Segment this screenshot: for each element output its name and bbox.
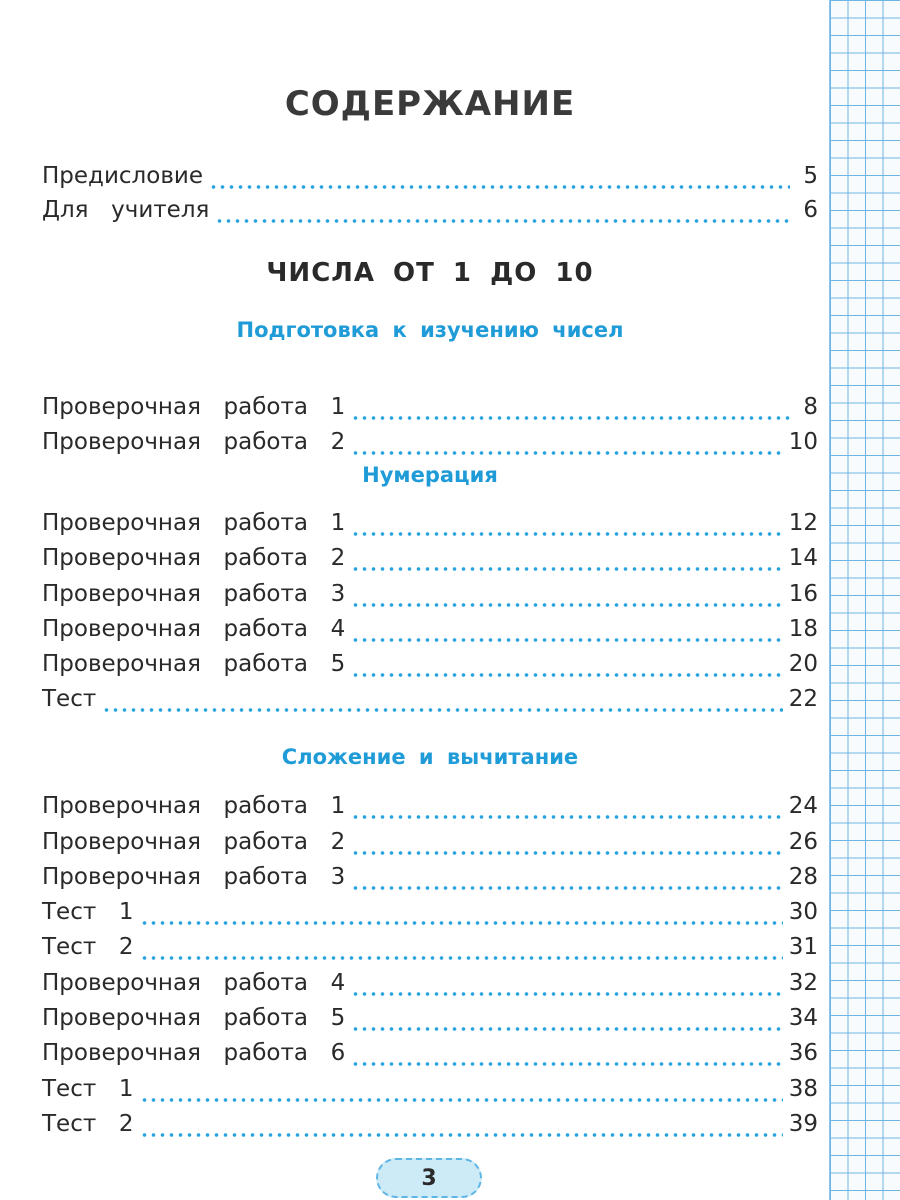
toc-entry-page: 39 [788, 1111, 818, 1137]
toc-entry-page: 14 [788, 545, 818, 571]
toc-entry-for-teacher[interactable] [42, 197, 818, 231]
toc-entry[interactable] [42, 616, 818, 650]
dot-leader [140, 1097, 783, 1103]
toc-entry-label: Проверочная работа 1 [42, 510, 346, 536]
toc-entry-label: Проверочная работа 2 [42, 545, 346, 571]
toc-entry-page: 12 [788, 510, 818, 536]
toc-entry[interactable] [42, 793, 818, 827]
toc-entry-page: 10 [788, 429, 818, 455]
toc-entry[interactable] [42, 394, 818, 428]
dot-leader [351, 850, 782, 856]
toc-entry-label: Тест 1 [42, 1076, 134, 1102]
toc-entry[interactable] [42, 545, 818, 579]
toc-entry[interactable] [42, 510, 818, 544]
toc-entry-label: Проверочная работа 1 [42, 793, 346, 819]
section-title: ЧИСЛА ОТ 1 ДО 10 [266, 258, 594, 288]
toc-entry[interactable] [42, 934, 818, 968]
page-number-badge [376, 1158, 482, 1198]
toc-entry-page: 38 [788, 1076, 818, 1102]
toc-entry-label: Тест [42, 686, 97, 712]
subsection-title: Нумерация [362, 463, 498, 487]
toc-entry-page: 16 [788, 581, 818, 607]
dot-leader [351, 1061, 782, 1067]
toc-entry-label: Проверочная работа 3 [42, 581, 346, 607]
toc-entry-page: 5 [803, 163, 818, 189]
toc-entry[interactable] [42, 1076, 818, 1110]
toc-entry-page: 26 [788, 829, 818, 855]
dot-leader [351, 1026, 782, 1032]
dot-leader [351, 885, 782, 891]
toc-entry[interactable] [42, 686, 818, 720]
dot-leader [209, 184, 790, 190]
toc-entry-label: Проверочная работа 2 [42, 429, 346, 455]
dot-leader [140, 1132, 783, 1138]
toc-entry[interactable] [42, 899, 818, 933]
dot-leader [140, 955, 783, 961]
toc-entry[interactable] [42, 1040, 818, 1074]
toc-entry[interactable] [42, 970, 818, 1004]
toc-entry[interactable] [42, 1111, 818, 1145]
toc-entry[interactable] [42, 829, 818, 863]
toc-entry[interactable] [42, 581, 818, 615]
dot-leader [215, 218, 790, 224]
page-title: СОДЕРЖАНИЕ [284, 84, 576, 124]
dot-leader [351, 566, 782, 572]
toc-entry-label: Тест 2 [42, 934, 134, 960]
toc-entry-label: Проверочная работа 6 [42, 1040, 346, 1066]
page-number: 3 [421, 1165, 437, 1191]
toc-entry-label: Проверочная работа 5 [42, 651, 346, 677]
toc-entry-label: Тест 2 [42, 1111, 134, 1137]
graph-paper-margin [829, 0, 900, 1200]
toc-entry-preface[interactable] [42, 163, 818, 197]
toc-entry-label: Проверочная работа 3 [42, 864, 346, 890]
toc-entry-label: Проверочная работа 4 [42, 616, 346, 642]
toc-entry-label: Проверочная работа 4 [42, 970, 346, 996]
toc-entry-page: 30 [788, 899, 818, 925]
toc-entry[interactable] [42, 651, 818, 685]
toc-entry-page: 20 [788, 651, 818, 677]
dot-leader [351, 450, 782, 456]
dot-leader [351, 531, 782, 537]
dot-leader [102, 707, 782, 713]
toc-entry[interactable] [42, 864, 818, 898]
dot-leader [351, 672, 782, 678]
toc-entry-page: 6 [803, 197, 818, 223]
subsection-title: Подготовка к изучению чисел [236, 318, 624, 342]
toc-entry-page: 8 [803, 394, 818, 420]
toc-entry-page: 32 [788, 970, 818, 996]
toc-entry-label: Предисловие [42, 163, 203, 189]
toc-entry-label: Проверочная работа 5 [42, 1005, 346, 1031]
toc-entry-page: 36 [788, 1040, 818, 1066]
dot-leader [351, 814, 782, 820]
toc-entry-page: 34 [788, 1005, 818, 1031]
toc-entry-page: 28 [788, 864, 818, 890]
subsection-title: Сложение и вычитание [281, 745, 579, 769]
dot-leader [140, 920, 783, 926]
dot-leader [351, 991, 782, 997]
dot-leader [351, 602, 782, 608]
toc-entry-label: Проверочная работа 2 [42, 829, 346, 855]
toc-entry-label: Для учителя [42, 197, 210, 223]
toc-entry[interactable] [42, 1005, 818, 1039]
toc-entry[interactable] [42, 429, 818, 463]
dot-leader [351, 415, 790, 421]
toc-entry-label: Тест 1 [42, 899, 134, 925]
dot-leader [351, 637, 782, 643]
toc-entry-label: Проверочная работа 1 [42, 394, 346, 420]
toc-entry-page: 18 [788, 616, 818, 642]
toc-entry-page: 24 [788, 793, 818, 819]
toc-entry-page: 31 [788, 934, 818, 960]
toc-entry-page: 22 [788, 686, 818, 712]
